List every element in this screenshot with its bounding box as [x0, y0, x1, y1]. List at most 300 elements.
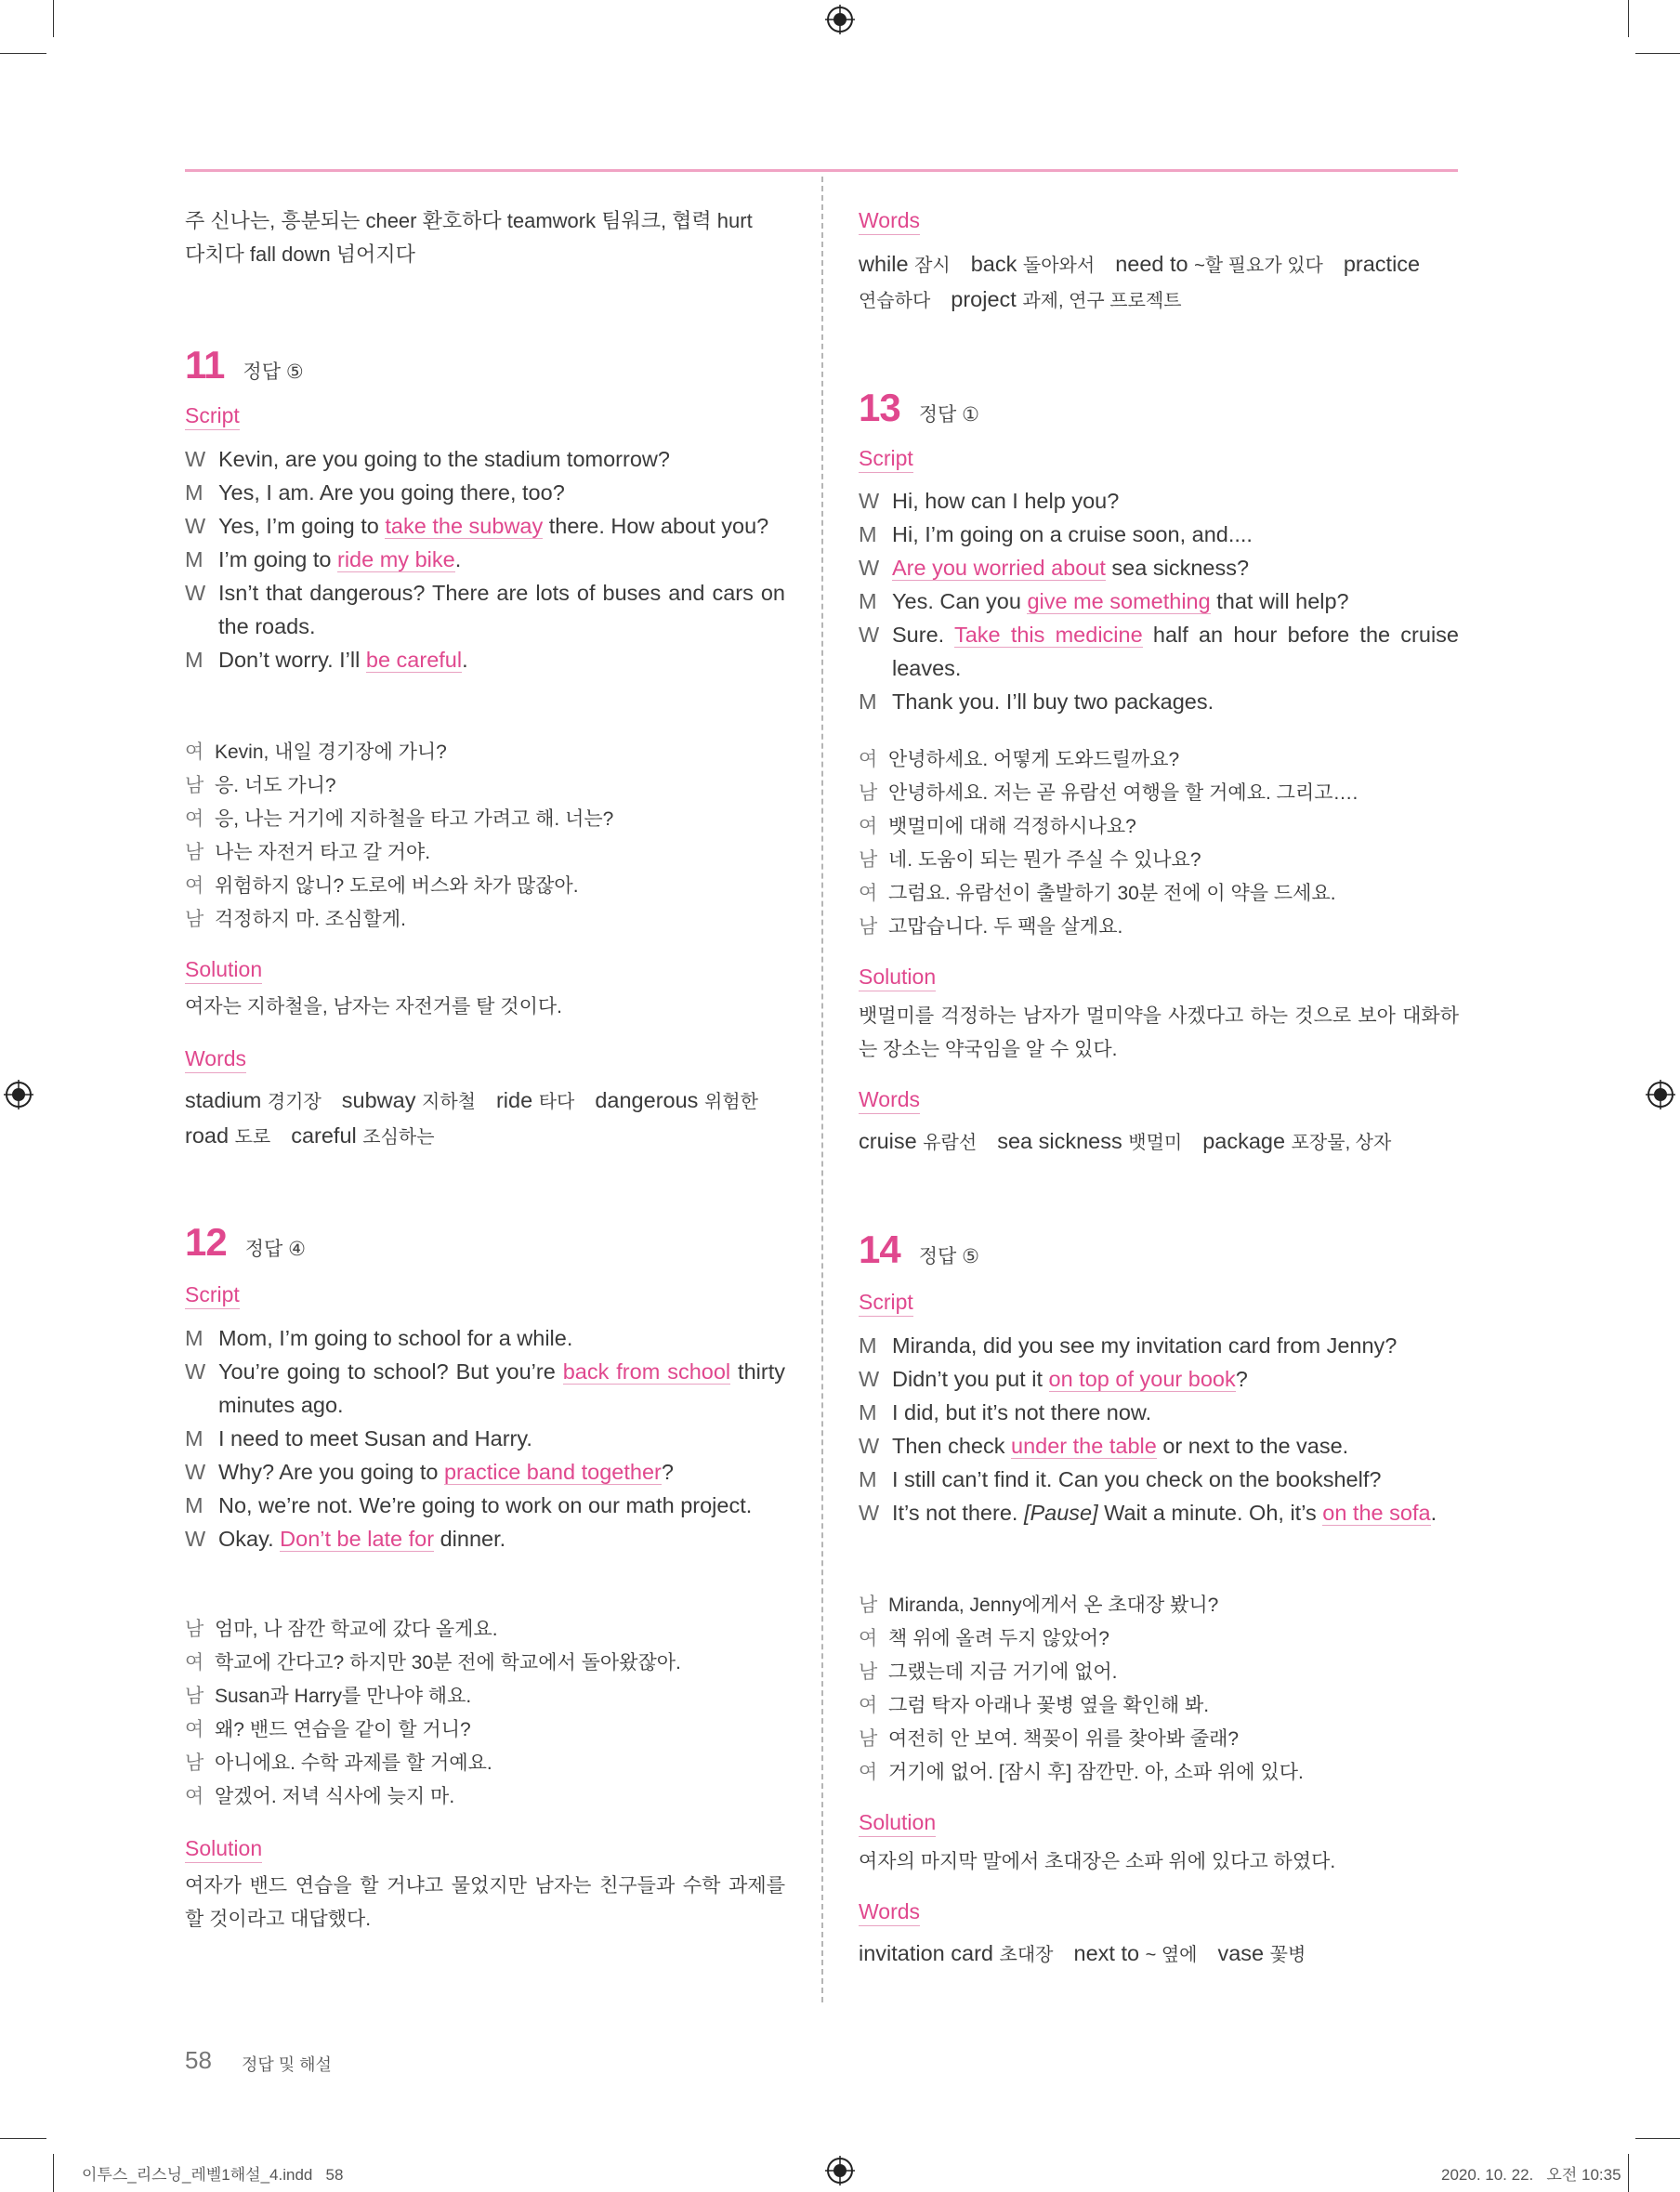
script-label: Script: [859, 444, 913, 473]
translation-text: 학교에 간다고? 하지만 30분 전에 학교에서 돌아왔잖아.: [215, 1652, 681, 1674]
print-slug-file: 이투스_리스닝_레벨1해설_4.indd 58: [82, 2166, 344, 2184]
question-number: 13: [859, 386, 900, 429]
script-text: Yes, I’m going to: [218, 514, 386, 538]
script-line: [185, 543, 785, 576]
q13-script: [859, 484, 1459, 718]
script-line: [185, 1355, 785, 1422]
blank-answer: under the table: [1011, 1434, 1157, 1458]
words-label: Words: [185, 1044, 246, 1073]
words-line: [185, 1119, 785, 1154]
translation-text: 걱정하지 마. 조심할게.: [215, 909, 406, 930]
vocab-item: [859, 1941, 1054, 1965]
vocab-english: sea sickness: [997, 1129, 1129, 1153]
speaker-tag: M: [185, 1426, 203, 1450]
vocab-korean: ~할 필요가 있다: [1194, 256, 1323, 276]
translation-text: 응, 나는 거기에 지하철을 타고 가려고 해. 너는?: [215, 808, 614, 830]
translation-line: [185, 1747, 785, 1780]
speaker-tag: 남: [859, 1595, 878, 1616]
script-text: Miranda, did you see my invitation card from Jenny?: [892, 1333, 1398, 1358]
q13-solution: 뱃멀미를 걱정하는 남자가 멀미약을 사겠다고 하는 것으로 보아 대화하는 장소는 약국임을 알 수 있다.: [859, 1005, 1459, 1060]
vocab-item: [185, 1123, 270, 1148]
blank-answer: practice band together: [443, 1460, 662, 1484]
blank-answer: on top of your book: [1048, 1367, 1236, 1391]
words-line: [859, 247, 1459, 282]
words-label-block: [859, 1085, 1459, 1114]
vocab-item: [342, 1088, 476, 1112]
script-text: I did, but it’s not there now.: [892, 1400, 1152, 1424]
top-rule: [185, 169, 1458, 172]
solution-label: Solution: [185, 1834, 262, 1863]
speaker-tag: 남: [859, 1661, 878, 1683]
vocab-korean: 잠시: [914, 256, 951, 276]
speaker-tag: W: [185, 447, 206, 471]
script-label-block: [185, 1280, 785, 1309]
q13-translation: [859, 743, 1459, 944]
script-text: half an hour before the cruise leaves.: [892, 623, 1459, 680]
solution-label-block: [859, 963, 1459, 991]
speaker-tag: M: [185, 648, 203, 672]
script-text: Why? Are you going to: [218, 1460, 444, 1484]
q14-translation: [859, 1589, 1459, 1790]
speaker-tag: 남: [185, 1752, 204, 1774]
speaker-tag: M: [859, 1333, 877, 1358]
vocab-korean: 도로: [234, 1127, 271, 1148]
vocab-korean: 지하철: [422, 1092, 476, 1112]
solution-label: Solution: [859, 1808, 936, 1837]
vocab-english: while: [859, 252, 915, 276]
translation-line: [185, 769, 785, 803]
speaker-tag: 남: [185, 909, 204, 930]
script-label: Script: [859, 1288, 913, 1317]
script-line: [859, 484, 1459, 518]
registration-mark-icon: [825, 5, 855, 34]
question-13-header: [859, 385, 1459, 431]
translation-line: [859, 777, 1459, 810]
q14-script: [859, 1329, 1459, 1529]
answer-key: 정답 ⑤: [243, 361, 304, 383]
script-text: Isn’t that dangerous? There are lots of buses and cars on the roads.: [218, 581, 785, 638]
blank-answer: Are you worried about: [892, 556, 1106, 580]
speaker-tag: W: [185, 581, 206, 605]
script-text: Okay.: [218, 1527, 281, 1551]
script-text: Sure.: [892, 623, 954, 647]
q12-words: [859, 247, 1459, 318]
speaker-tag: 여: [185, 808, 204, 830]
solution-label-block: [185, 1834, 785, 1863]
script-label: Script: [185, 1280, 240, 1309]
intro-words-line: 주 신나는, 흥분되는 cheer 환호하다 teamwork 팀워크, 협력 hurt: [185, 209, 753, 232]
vocab-english: vase: [1217, 1941, 1270, 1965]
script-text: Then check: [892, 1434, 1012, 1458]
words-line: [859, 1124, 1459, 1160]
script-text: sea sickness?: [1105, 556, 1250, 580]
speaker-tag: 여: [185, 875, 204, 897]
script-text: Don’t worry. I’ll: [218, 648, 366, 672]
script-line: [859, 1463, 1459, 1496]
vocab-english: ride: [495, 1088, 539, 1112]
vocab-korean: 초대장: [999, 1945, 1054, 1965]
column-divider: [821, 177, 823, 2002]
translation-line: [859, 1723, 1459, 1756]
translation-line: [185, 1613, 785, 1647]
speaker-tag: M: [859, 522, 877, 546]
vocab-korean: 뱃멀미: [1128, 1133, 1183, 1153]
vocab-english: dangerous: [595, 1088, 704, 1112]
speaker-tag: 남: [859, 1728, 878, 1750]
vocab-item: [496, 1088, 574, 1112]
script-line: [185, 643, 785, 676]
speaker-tag: W: [859, 556, 880, 580]
vocab-korean: 꽃병: [1269, 1945, 1306, 1965]
speaker-tag: M: [185, 1493, 203, 1517]
script-text: ?: [1235, 1367, 1248, 1391]
words-label-block: [859, 1897, 1459, 1926]
registration-mark-icon: [1646, 1080, 1675, 1109]
question-11-header: [185, 342, 785, 388]
crop-mark: [0, 53, 46, 54]
script-text: .: [462, 648, 468, 672]
speaker-tag: M: [185, 1326, 203, 1350]
speaker-tag: W: [185, 514, 206, 538]
script-text: there. How about you?: [543, 514, 769, 538]
intro-words-line: 다치다 fall down 넘어지다: [185, 243, 415, 266]
q14-words: [859, 1936, 1459, 1972]
q13-words: [859, 1124, 1459, 1160]
script-text: Yes. Can you: [892, 589, 1028, 613]
script-text: No, we’re not. We’re going to work on our math project.: [218, 1493, 753, 1517]
page-number: 58: [185, 2046, 212, 2074]
script-text: dinner.: [434, 1527, 506, 1551]
question-number: 12: [185, 1220, 227, 1264]
translation-text: 그랬는데 지금 거기에 없어.: [888, 1661, 1118, 1683]
translation-line: [859, 844, 1459, 877]
speaker-tag: 여: [859, 1628, 878, 1649]
crop-mark: [1628, 0, 1629, 37]
speaker-tag: 여: [859, 883, 878, 904]
vocab-item: [595, 1088, 758, 1112]
translation-line: [859, 1622, 1459, 1656]
blank-answer: Take this medicine: [953, 623, 1143, 647]
speaker-tag: 여: [859, 749, 878, 770]
vocab-item: [997, 1129, 1182, 1153]
script-line: [185, 509, 785, 543]
crop-mark: [0, 2138, 46, 2139]
translation-text: 나는 자전거 타고 갈 거야.: [215, 842, 431, 863]
answer-key: 정답 ①: [918, 404, 979, 426]
solution-label: Solution: [185, 955, 262, 984]
blank-answer: give me something: [1027, 589, 1211, 613]
blank-answer: be careful: [365, 648, 463, 672]
script-text: I need to meet Susan and Harry.: [218, 1426, 532, 1450]
translation-text: Kevin, 내일 경기장에 가니?: [215, 742, 447, 763]
vocab-english: practice: [1343, 252, 1421, 276]
script-text: Hi, how can I help you?: [892, 489, 1120, 513]
speaker-tag: M: [859, 1400, 877, 1424]
script-text: Wait a minute. Oh, it’s: [1097, 1501, 1323, 1525]
speaker-tag: 여: [185, 742, 204, 763]
script-line: [859, 551, 1459, 584]
blank-answer: back from school: [562, 1359, 731, 1384]
blank-answer: on the sofa: [1322, 1501, 1431, 1525]
translation-text: 안녕하세요. 저는 곧 유람선 여행을 할 거예요. 그리고….: [888, 782, 1358, 804]
vocab-korean: ~ 옆에: [1145, 1945, 1198, 1965]
speaker-tag: W: [859, 489, 880, 513]
script-label-block: [859, 444, 1459, 473]
script-label-block: [859, 1288, 1459, 1317]
vocab-english: next to: [1073, 1941, 1146, 1965]
script-text: Thank you. I’ll buy two packages.: [892, 689, 1214, 714]
crop-mark: [1635, 53, 1680, 54]
translation-line: [185, 870, 785, 903]
script-line: [859, 518, 1459, 551]
speaker-tag: 남: [859, 916, 878, 938]
speaker-tag: 여: [185, 1652, 204, 1674]
script-text: that will help?: [1210, 589, 1349, 613]
vocab-item: [1115, 252, 1323, 276]
speaker-tag: W: [859, 1501, 880, 1525]
translation-text: 아니에요. 수학 과제를 할 거예요.: [215, 1752, 492, 1774]
speaker-tag: 남: [185, 1619, 204, 1640]
translation-text: 뱃멀미에 대해 걱정하시나요?: [888, 816, 1136, 837]
script-line: [859, 1429, 1459, 1463]
translation-line: [859, 1656, 1459, 1689]
vocab-english: invitation card: [859, 1941, 1000, 1965]
registration-mark-icon: [825, 2156, 855, 2185]
translation-text: 책 위에 올려 두지 않았어?: [888, 1628, 1109, 1649]
script-line: [185, 1422, 785, 1455]
answer-key: 정답 ④: [244, 1239, 306, 1260]
q11-solution: 여자는 지하철을, 남자는 자전거를 탈 것이다.: [185, 996, 562, 1017]
speaker-tag: W: [185, 1527, 206, 1551]
vocab-english: back: [970, 252, 1023, 276]
translation-line: [185, 736, 785, 769]
translation-text: 왜? 밴드 연습을 같이 할 거니?: [215, 1719, 471, 1740]
q11-translation: [185, 736, 785, 937]
speaker-tag: 남: [859, 782, 878, 804]
script-line: [185, 1321, 785, 1355]
script-text: or next to the vase.: [1156, 1434, 1349, 1458]
script-text: [Pause]: [1023, 1501, 1098, 1525]
script-line: [185, 576, 785, 643]
translation-line: [859, 1756, 1459, 1790]
words-label: Words: [859, 206, 920, 235]
script-line: [859, 685, 1459, 718]
words-label-block: [185, 1044, 785, 1073]
question-14-header: [859, 1227, 1459, 1273]
crop-mark: [53, 2154, 54, 2192]
script-text: ?: [661, 1460, 674, 1484]
speaker-tag: 남: [185, 842, 204, 863]
question-12-header: [185, 1219, 785, 1266]
solution-label-block: [185, 955, 785, 984]
speaker-tag: W: [859, 623, 880, 647]
answer-key: 정답 ⑤: [918, 1246, 979, 1267]
translation-text: 엄마, 나 잠깐 학교에 갔다 올게요.: [215, 1619, 498, 1640]
translation-text: 안녕하세요. 어떻게 도와드릴까요?: [888, 749, 1180, 770]
vocab-english: cruise: [859, 1129, 924, 1153]
script-text: It’s not there.: [892, 1501, 1024, 1525]
speaker-tag: W: [185, 1460, 206, 1484]
vocab-korean: 돌아와서: [1022, 256, 1096, 276]
words-line: [185, 1083, 785, 1119]
speaker-tag: 남: [859, 849, 878, 871]
translation-line: [859, 911, 1459, 944]
vocab-item: [859, 1129, 977, 1153]
translation-text: 응. 너도 가니?: [215, 775, 336, 796]
script-line: [185, 476, 785, 509]
translation-text: 그럼 탁자 아래나 꽃병 옆을 확인해 봐.: [888, 1695, 1210, 1716]
speaker-tag: 여: [859, 1762, 878, 1783]
script-line: [185, 442, 785, 476]
vocab-korean: 과제, 연구 프로젝트: [1022, 291, 1182, 311]
solution-label-block: [859, 1808, 1459, 1837]
q12-solution: 여자가 밴드 연습을 할 거냐고 물었지만 남자는 친구들과 수학 과제를 할 것이라고 대답했다.: [185, 1875, 785, 1930]
words-label-block: [859, 206, 1459, 235]
script-line: [185, 1455, 785, 1489]
script-text: Yes, I am. Are you going there, too?: [218, 480, 565, 505]
translation-line: [185, 1780, 785, 1814]
vocab-english: package: [1202, 1129, 1292, 1153]
blank-answer: take the subway: [385, 514, 544, 538]
vocab-english: road: [185, 1123, 235, 1148]
script-label-block: [185, 401, 785, 430]
translation-line: [185, 1680, 785, 1713]
script-text: Didn’t you put it: [892, 1367, 1049, 1391]
script-text: I still can’t find it. Can you check on the bookshelf?: [892, 1467, 1382, 1491]
q11-words: [185, 1083, 785, 1154]
vocab-english: project: [951, 287, 1023, 311]
translation-line: [859, 810, 1459, 844]
vocab-english: subway: [341, 1088, 423, 1112]
script-text: Mom, I’m going to school for a while.: [218, 1326, 573, 1350]
question-number: 11: [185, 343, 225, 387]
vocab-korean: 포장물, 상자: [1291, 1133, 1392, 1153]
translation-text: Susan과 Harry를 만나야 해요.: [215, 1686, 472, 1707]
q11-script: [185, 442, 785, 676]
translation-text: Miranda, Jenny에게서 온 초대장 봤니?: [888, 1595, 1219, 1616]
vocab-item: [971, 252, 1095, 276]
speaker-tag: W: [185, 1359, 206, 1384]
vocab-korean: 유람선: [923, 1133, 978, 1153]
vocab-item: [1202, 1129, 1391, 1153]
speaker-tag: 여: [859, 816, 878, 837]
translation-text: 네. 도움이 되는 뭔가 주실 수 있나요?: [888, 849, 1201, 871]
translation-line: [859, 877, 1459, 911]
script-text: thirty minutes ago.: [218, 1359, 785, 1417]
q12-translation: [185, 1613, 785, 1814]
words-line: [859, 1936, 1459, 1972]
translation-line: [859, 743, 1459, 777]
script-line: [859, 1396, 1459, 1429]
script-text: I’m going to: [218, 547, 338, 571]
vocab-korean: 위험한: [703, 1092, 758, 1112]
script-line: [859, 1496, 1459, 1529]
registration-mark-icon: [4, 1080, 33, 1109]
translation-text: 고맙습니다. 두 팩을 살게요.: [888, 916, 1123, 938]
translation-text: 위험하지 않니? 도로에 버스와 차가 많잖아.: [215, 875, 579, 897]
vocab-korean: 조심하는: [362, 1127, 435, 1148]
script-line: [185, 1489, 785, 1522]
vocab-korean: 타다: [538, 1092, 575, 1112]
speaker-tag: 남: [185, 775, 204, 796]
speaker-tag: M: [859, 1467, 877, 1491]
footer-title: 정답 및 해설: [242, 2055, 332, 2074]
vocab-item: [185, 1088, 322, 1112]
translation-text: 거기에 없어. [잠시 후] 잠깐만. 아, 소파 위에 있다.: [888, 1762, 1304, 1783]
words-label: Words: [859, 1897, 920, 1926]
words-label: Words: [859, 1085, 920, 1114]
script-line: [859, 1362, 1459, 1396]
script-text: .: [1430, 1501, 1437, 1525]
translation-line: [185, 836, 785, 870]
crop-mark: [53, 0, 54, 37]
vocab-item: [859, 252, 951, 276]
translation-line: [185, 903, 785, 937]
translation-text: 여전히 안 보여. 책꽂이 위를 찾아봐 줄래?: [888, 1728, 1240, 1750]
script-line: [185, 1522, 785, 1555]
vocab-english: need to: [1115, 252, 1195, 276]
translation-line: [859, 1589, 1459, 1622]
print-slug-date: 2020. 10. 22. 오전 10:35: [1441, 2166, 1621, 2184]
words-line: [859, 282, 1459, 318]
vocab-item: [859, 287, 930, 311]
speaker-tag: M: [859, 589, 877, 613]
vocab-item: [291, 1123, 434, 1148]
script-line: [859, 1329, 1459, 1362]
vocab-item: [951, 287, 1181, 311]
crop-mark: [1635, 2138, 1680, 2139]
script-text: You’re going to school? But you’re: [218, 1359, 563, 1384]
translation-text: 그럼요. 유람선이 출발하기 30분 전에 이 약을 드세요.: [888, 883, 1336, 904]
vocab-item: [1074, 1941, 1198, 1965]
speaker-tag: W: [859, 1434, 880, 1458]
question-number: 14: [859, 1227, 900, 1271]
script-label: Script: [185, 401, 240, 430]
vocab-item: [1217, 1941, 1306, 1965]
script-text: .: [454, 547, 462, 571]
blank-answer: ride my bike: [337, 547, 455, 571]
translation-line: [185, 803, 785, 836]
q12-script: [185, 1321, 785, 1555]
script-text: Kevin, are you going to the stadium tomorrow?: [218, 447, 670, 471]
speaker-tag: M: [185, 480, 203, 505]
speaker-tag: M: [185, 547, 203, 571]
vocab-korean: 경기장: [267, 1092, 322, 1112]
translation-line: [185, 1713, 785, 1747]
vocab-english: stadium: [185, 1088, 268, 1112]
script-line: [859, 618, 1459, 685]
solution-label: Solution: [859, 963, 936, 991]
vocab-english: careful: [291, 1123, 363, 1148]
speaker-tag: W: [859, 1367, 880, 1391]
vocab-korean: 연습하다: [859, 291, 931, 311]
translation-line: [859, 1689, 1459, 1723]
translation-text: 알겠어. 저녁 식사에 늦지 마.: [215, 1786, 455, 1807]
speaker-tag: 여: [185, 1719, 204, 1740]
crop-mark: [1628, 2154, 1629, 2192]
speaker-tag: M: [859, 689, 877, 714]
speaker-tag: 남: [185, 1686, 204, 1707]
vocab-item: [1344, 252, 1420, 276]
translation-line: [185, 1647, 785, 1680]
intro-words: [185, 204, 785, 271]
script-line: [859, 584, 1459, 618]
speaker-tag: 여: [185, 1786, 204, 1807]
q14-solution: 여자의 마지막 말에서 초대장은 소파 위에 있다고 하였다.: [859, 1851, 1336, 1872]
blank-answer: Don’t be late for: [280, 1527, 435, 1551]
script-text: Hi, I’m going on a cruise soon, and....: [892, 522, 1253, 546]
speaker-tag: 여: [859, 1695, 878, 1716]
